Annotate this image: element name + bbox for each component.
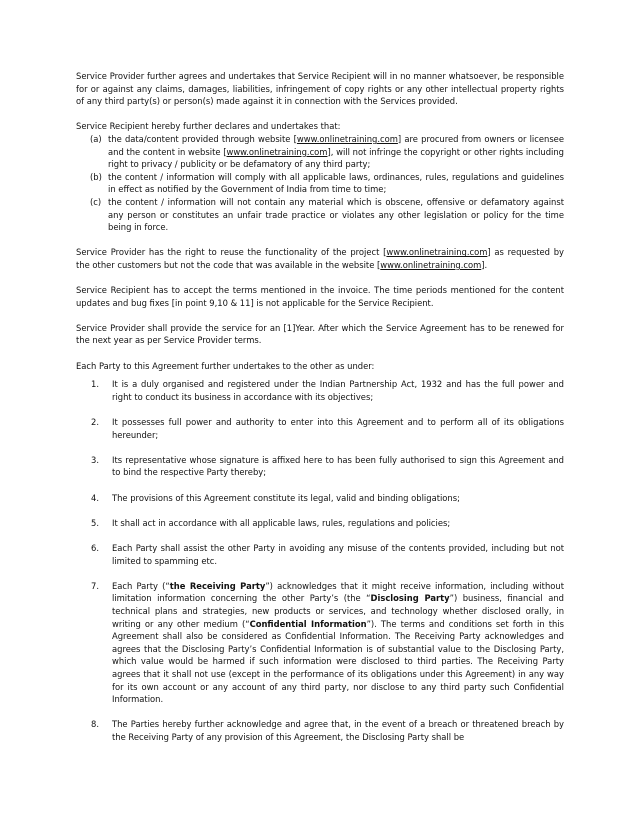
item-text: It possesses full power and authority to enter into this Agreement and to perform all of its obligations hereunder; — [112, 417, 564, 440]
website-link[interactable]: www.onlinetraining.com — [226, 146, 328, 157]
declaration-item-a — [76, 133, 564, 171]
declaration-label: (a) — [90, 133, 102, 144]
defined-term: Disclosing Party — [370, 593, 450, 604]
declarations-intro: Service Recipient hereby further declares and undertakes that: — [76, 121, 341, 132]
numbered-item-2 — [76, 416, 564, 441]
item-number: 5. — [91, 517, 99, 528]
reuse-text: Service Provider has the right to reuse the functionality of the project [ — [76, 247, 387, 258]
item-text: Each Party (“ — [112, 580, 170, 591]
undertakes-intro: Each Party to this Agreement further undertakes to the other as under: — [76, 360, 375, 371]
item-text: ”). The terms and conditions set forth in this Agreement shall also be considered as Confidential Information. The Receiving Party acknowledges and agrees that the Disclosing Party’s Confidential Information is of substantial value to the Disclosing Party, which value would be harmed if such information were disclosed to third parties. The Receiving Party agrees that it shall not use (except in the performance of its obligations under this Agreement) in any way for its own account or any account of any third party, nor disclose to any third party such Confidential Information. — [112, 618, 564, 705]
paragraph-terms: Service Recipient has to accept the terms mentioned in the invoice. The time periods mentioned for the content updates and bug fixes [in point 9,10 & 11] is not applicable for the Service Recipient. — [76, 285, 564, 308]
item-number: 2. — [91, 417, 99, 428]
declaration-text: ], will not infringe the copyright or other rights including right to privacy / publicity or be defamatory of any third party; — [108, 146, 564, 170]
paragraph-liability: Service Provider further agrees and undertakes that Service Recipient will in no manner whatsoever, be responsible for or against any claims, damages, liabilities, infringement of copy rights or any other intellectual property rights of any third party(s) or person(s) made against it in connection with the Services provided. — [76, 71, 564, 107]
item-text: Its representative whose signature is affixed here to has been fully authorised to sign this Agreement and to bind the respective Party thereby; — [112, 454, 564, 478]
declaration-label: (c) — [90, 196, 102, 207]
item-text: Each Party shall assist the other Party in avoiding any misuse of the contents provided, including but not limited to spamming etc. — [112, 542, 564, 566]
numbered-item-6 — [76, 542, 564, 567]
website-link[interactable]: www.onlinetraining.com — [380, 259, 482, 270]
item-text: The provisions of this Agreement constitute its legal, valid and binding obligations; — [112, 492, 460, 503]
declaration-text: the content / information will not contain any material which is obscene, offensive or defamatory against any person or constitutes an unfair trade practice or violates any other legislation or policy for the time being in force. — [108, 196, 564, 233]
declaration-item-c — [76, 196, 564, 234]
item-number: 7. — [91, 580, 99, 591]
document-page — [76, 70, 564, 756]
numbered-item-7 — [76, 580, 564, 706]
defined-term: Confidential Information — [249, 618, 367, 629]
reuse-text: ]. — [481, 259, 488, 270]
item-number: 8. — [91, 719, 99, 730]
item-text: It is a duly organised and registered under the Indian Partnership Act, 1932 and has the full power and right to conduct its business in accordance with its objectives; — [112, 379, 564, 402]
declaration-item-b — [76, 171, 564, 196]
declaration-text: the data/content provided through website [ — [108, 133, 297, 144]
numbered-item-4 — [76, 492, 564, 505]
item-text: It shall act in accordance with all applicable laws, rules, regulations and policies; — [112, 517, 451, 528]
numbered-item-8 — [76, 718, 564, 743]
declaration-text: the content / information will comply with all applicable laws, ordinances, rules, regulations and guidelines in effect as notified by the Government of India from time to time; — [108, 171, 564, 195]
website-link[interactable]: www.onlinetraining.com — [296, 133, 398, 144]
item-number: 6. — [91, 542, 99, 553]
item-number: 1. — [91, 379, 99, 390]
numbered-item-3 — [76, 454, 564, 479]
item-number: 4. — [91, 492, 99, 503]
item-number: 3. — [91, 454, 99, 465]
item-text: ”) acknowledges that it might receive information, including without limitation information concerning the other Party’s (the “ — [112, 580, 564, 604]
website-link[interactable]: www.onlinetraining.com — [386, 247, 488, 258]
declaration-text: ] are procured from owners or licensee and the content in website [ — [108, 133, 564, 157]
numbered-item-5 — [76, 517, 564, 530]
defined-term: the Receiving Party — [169, 580, 266, 591]
declaration-label: (b) — [90, 171, 102, 182]
numbered-item-1 — [76, 378, 564, 403]
paragraph-reuse — [76, 246, 564, 271]
paragraph-service-period: Service Provider shall provide the service for an [1]Year. After which the Service Agreement has to be renewed for the next year as per Service Provider terms. — [76, 322, 564, 346]
reuse-text: ] as requested by the other customers but not the code that was available in the website [ — [76, 247, 564, 270]
item-text: The Parties hereby further acknowledge and agree that, in the event of a breach or threatened breach by the Receiving Party of any provision of this Agreement, the Disclosing Party shall be — [112, 719, 564, 742]
item-text: ”) business, financial and technical plans and strategies, new products or services, and technology whether disclosed orally, in writing or any other medium (“ — [112, 593, 564, 629]
